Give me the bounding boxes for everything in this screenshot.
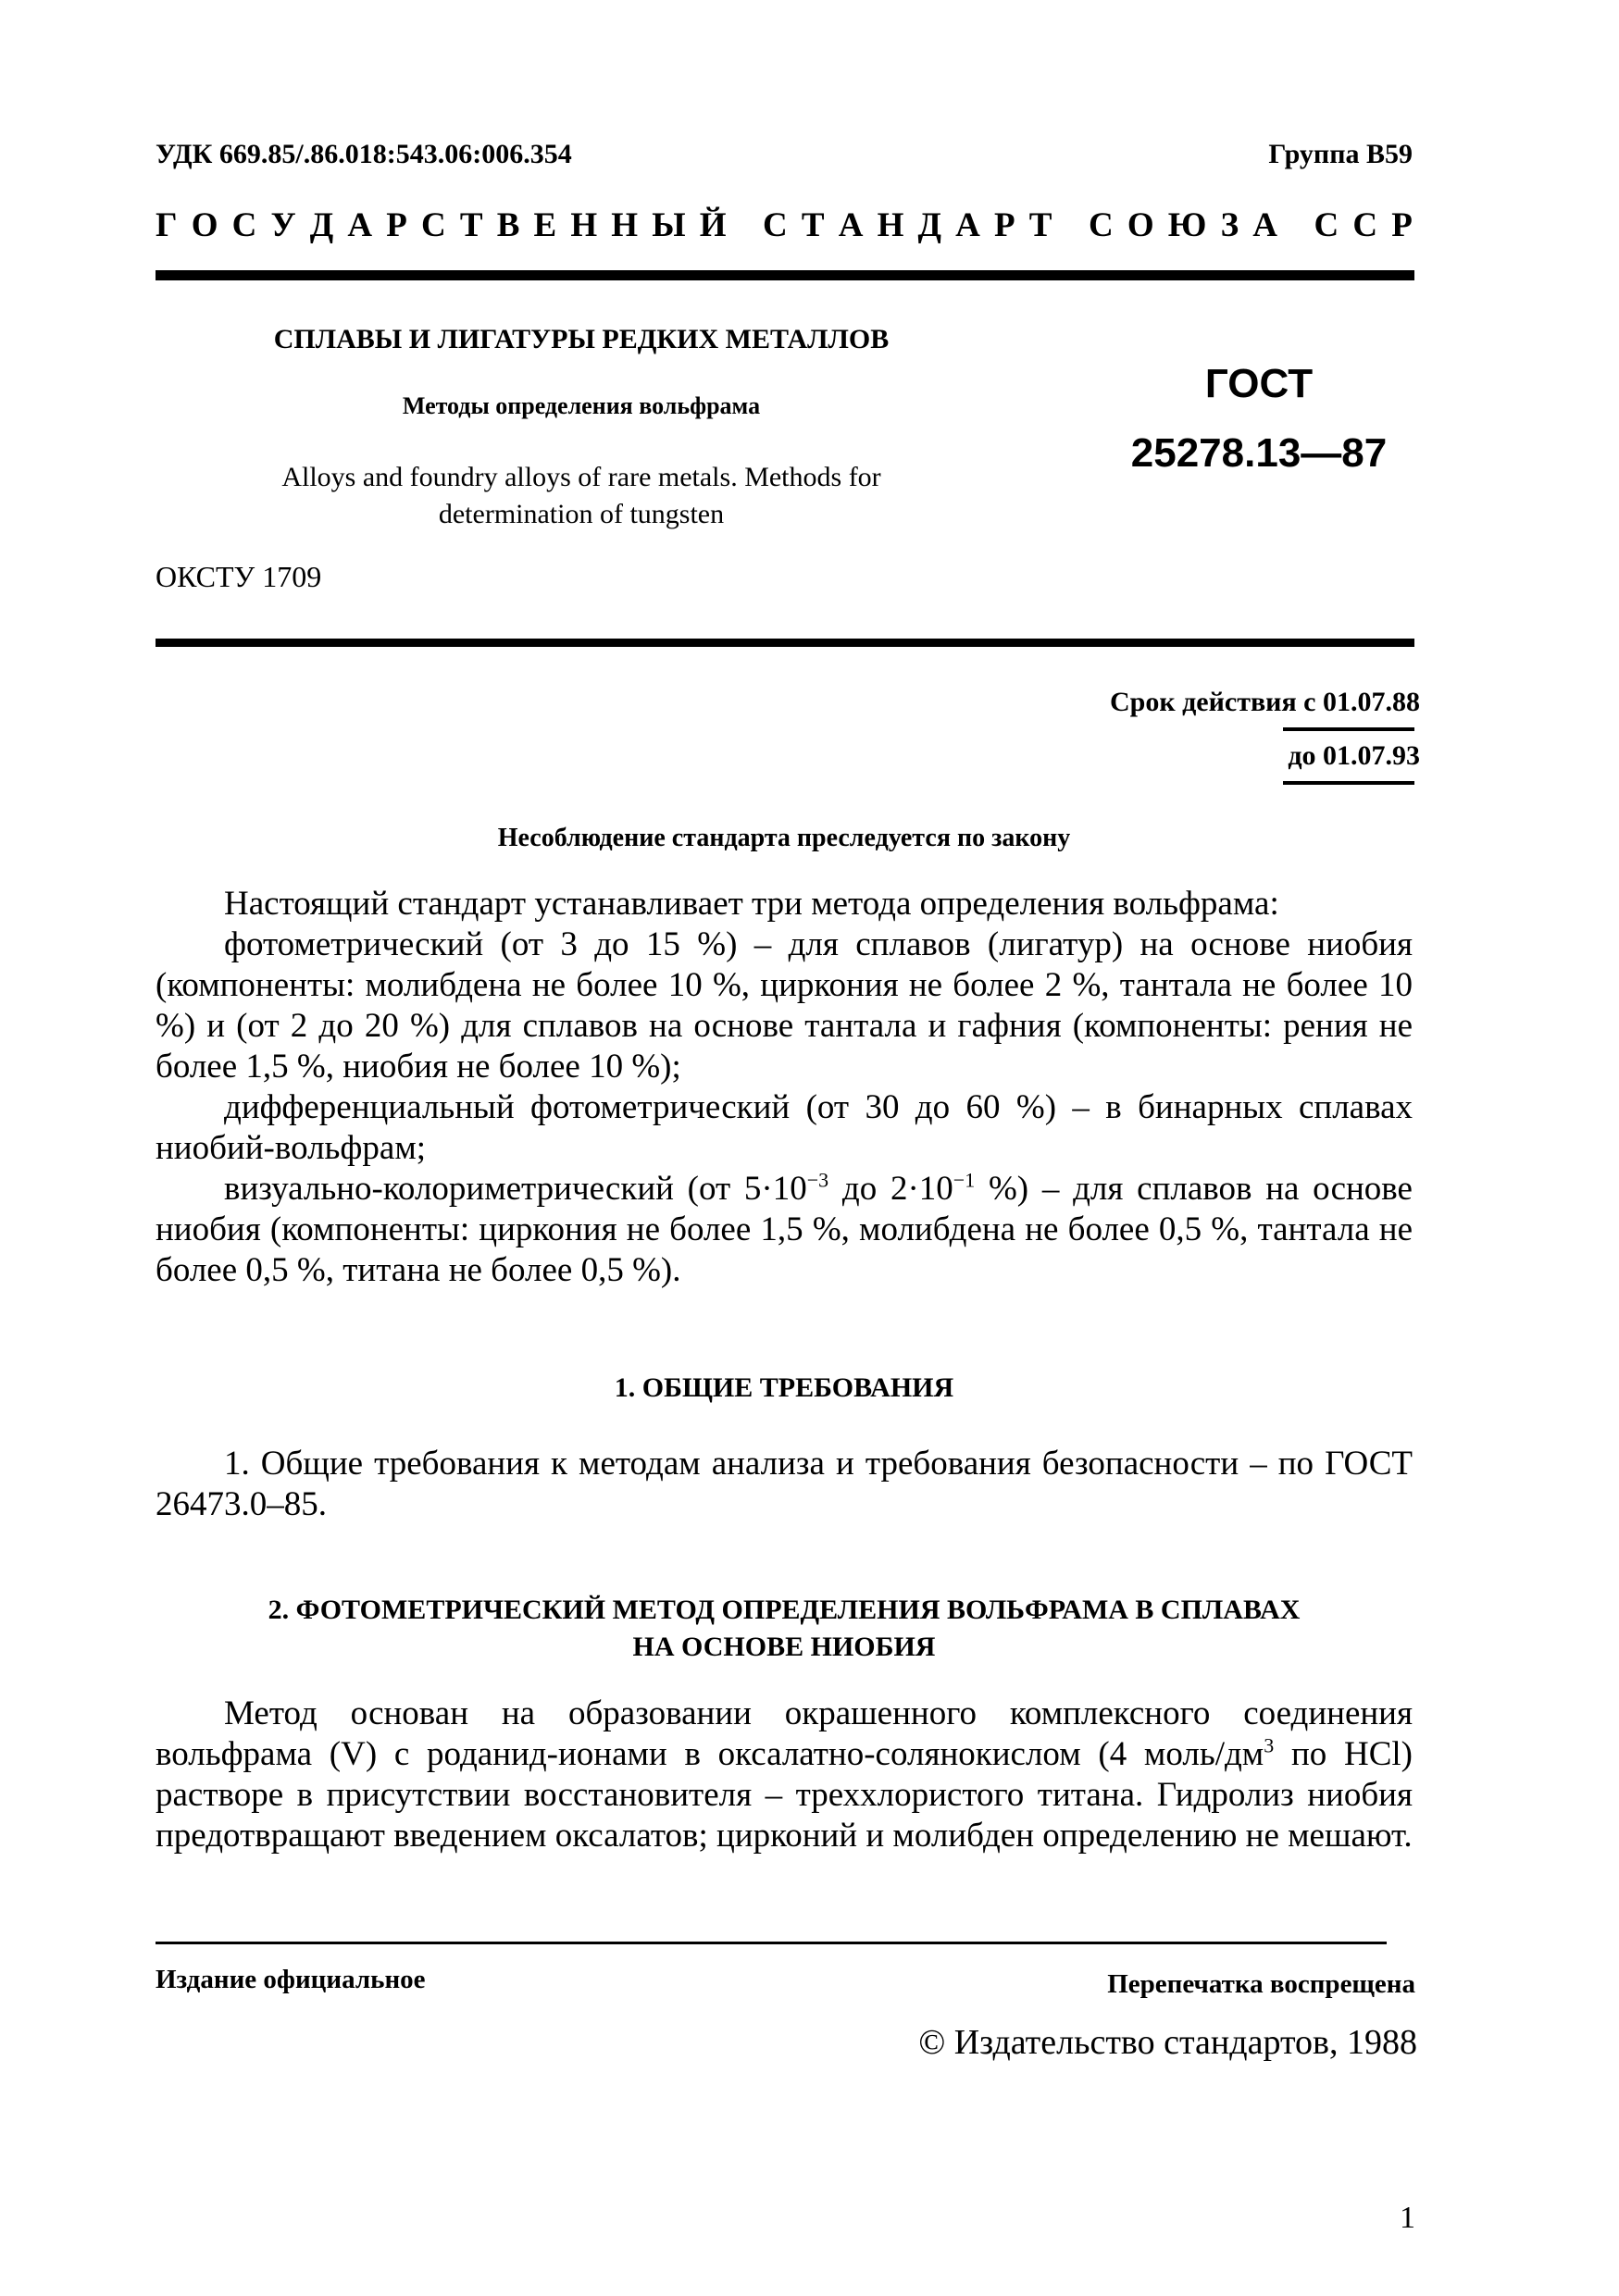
gost-number: 25278.13—87	[1130, 430, 1388, 476]
document-title: СПЛАВЫ И ЛИГАТУРЫ РЕДКИХ МЕТАЛЛОВ	[273, 324, 890, 354]
banner-letter: Т	[801, 206, 825, 244]
section-2-heading-line1: 2. ФОТОМЕТРИЧЕСКИЙ МЕТОД ОПРЕДЕЛЕНИЯ ВОЛЬФРАМА В СПЛАВАХ	[268, 1595, 1301, 1625]
banner-letter: Г	[156, 206, 178, 244]
banner-letter: Т	[1028, 206, 1052, 244]
state-standard-banner	[156, 205, 1413, 245]
english-title-line2: determination of tungsten	[438, 499, 725, 529]
banner-letter: Н	[611, 206, 639, 244]
banner-letter: Р	[386, 206, 407, 244]
banner-letter: Е	[533, 206, 557, 244]
banner-space	[1291, 205, 1300, 245]
banner-letter: В	[496, 206, 520, 244]
banner-letter: С	[1088, 206, 1114, 244]
section-2-p1-exponent: 3	[1264, 1733, 1275, 1757]
banner-letter: С	[1352, 206, 1378, 244]
validity-underline-1	[1283, 727, 1414, 731]
intro-p4-part-c: %) – для сплавов на основе ниобия (компоненты: циркония не более 1,5 %, молибдена не более 0,5 %, тантала не более 0,5 %, титана не более 0,5 %).	[156, 1170, 1413, 1289]
validity-from: Срок действия с 01.07.88	[1110, 687, 1420, 717]
intro-paragraph-2: фотометрический (от 3 до 15 %) – для сплавов (лигатур) на основе ниобия (компоненты: молибдена не более 10 %, циркония не более 2 %, тантала не более 10 %) и (от 2 до 20 %) для сплавов на основе тантала и гафния (компоненты: рения не более 1,5 %, ниобия не более 10 %);	[156, 925, 1413, 1086]
banner-letter: З	[1220, 206, 1239, 244]
section-2-heading-line2: НА ОСНОВЕ НИОБИЯ	[632, 1632, 936, 1662]
banner-letter: Д	[917, 206, 941, 244]
banner-letter: Р	[994, 206, 1015, 244]
intro-paragraph-4	[156, 1169, 1413, 1291]
banner-letter: Н	[877, 206, 904, 244]
banner-letter: О	[191, 206, 218, 244]
section-1-paragraph: 1. Общие требования к методам анализа и требования безопасности – по ГОСТ 26473.0–85.	[156, 1445, 1413, 1523]
copyright: © Издательство стандартов, 1988	[918, 2023, 1417, 2062]
banner-space	[741, 205, 749, 245]
intro-p4-part-b: до 2·10	[828, 1170, 953, 1208]
validity-to: до 01.07.93	[1288, 740, 1420, 771]
banner-letter: А	[838, 206, 864, 244]
intro-paragraph-3: дифференциальный фотометрический (от 30 до 60 %) – в бинарных сплавах ниобий-вольфрам;	[156, 1088, 1413, 1167]
banner-letter: А	[1252, 206, 1277, 244]
banner-letter: Й	[699, 206, 727, 244]
banner-letter: С	[421, 206, 446, 244]
banner-letter: С	[1314, 206, 1339, 244]
top-thick-rule	[156, 270, 1414, 280]
banner-letter: С	[763, 206, 788, 244]
banner-letter: О	[1127, 206, 1154, 244]
intro-p4-exponent-2: −1	[953, 1168, 976, 1192]
banner-letter: Ы	[652, 206, 686, 244]
middle-thick-rule	[156, 639, 1414, 647]
banner-letter: У	[270, 206, 296, 244]
group-code: Группа В59	[1268, 139, 1413, 169]
section-2-p1-part-a: Метод основан на образовании окрашенного комплексного соединения вольфрама (V) с роданид-ионами в оксалатно-солянокислом (4 моль/дм	[156, 1694, 1413, 1773]
banner-letter: А	[347, 206, 373, 244]
page-number: 1	[1400, 2201, 1415, 2235]
banner-letter: А	[955, 206, 980, 244]
english-title-line1: Alloys and foundry alloys of rare metals. Methods for	[281, 462, 881, 492]
intro-paragraph-1: Настоящий стандарт устанавливает три метода определения вольфрама:	[224, 885, 1279, 923]
udk-code: УДК 669.85/.86.018:543.06:006.354	[156, 139, 572, 169]
official-edition: Издание официальное	[156, 1965, 426, 1994]
gost-label: ГОСТ	[1204, 361, 1314, 406]
intro-p4-exponent-1: −3	[806, 1168, 829, 1192]
section-2-p1-part-b: по HCl) растворе в присутствии восстановителя – треххлористого титана. Гидролиз ниобия предотвращают введением оксалатов; цирконий и молибден определению не мешают.	[156, 1735, 1413, 1855]
english-title	[156, 459, 1007, 533]
validity-underline-2	[1283, 781, 1414, 785]
section-1-heading: 1. ОБЩИЕ ТРЕБОВАНИЯ	[614, 1372, 954, 1403]
banner-space	[1066, 205, 1075, 245]
banner-letter: Т	[459, 206, 483, 244]
banner-letter: Р	[1391, 206, 1413, 244]
banner-letter: Н	[570, 206, 598, 244]
law-notice: Несоблюдение стандарта преследуется по закону	[497, 824, 1071, 852]
reprint-notice: Перепечатка воспрещена	[1107, 1969, 1415, 1999]
banner-letter: С	[231, 206, 257, 244]
document-subtitle: Методы определения вольфрама	[402, 392, 761, 419]
section-2-heading	[156, 1592, 1413, 1666]
oksty-code: ОКСТУ 1709	[156, 560, 322, 593]
banner-letter: Ю	[1167, 206, 1207, 244]
banner-letter: Д	[309, 206, 334, 244]
intro-p4-part-a: визуально-колориметрический (от 5·10	[224, 1170, 807, 1208]
footer-rule	[156, 1942, 1387, 1944]
section-2-paragraph	[156, 1694, 1413, 1856]
